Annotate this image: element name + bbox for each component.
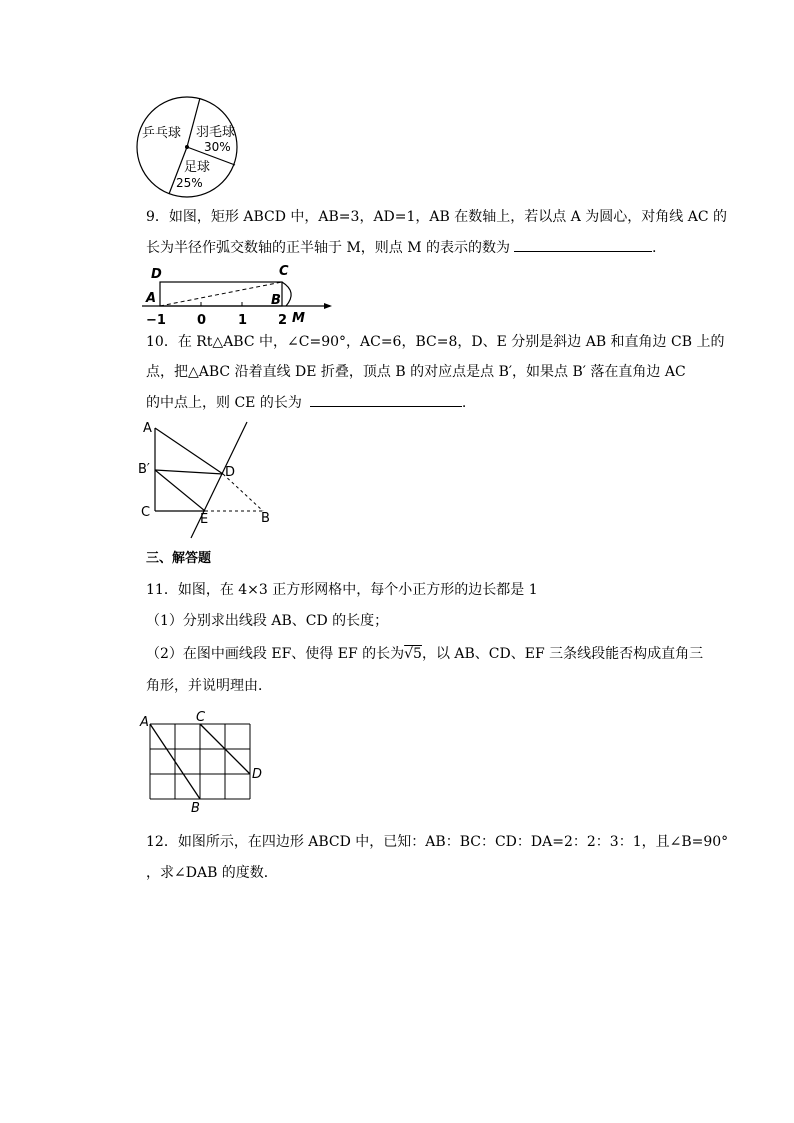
tick-label-0: 0 <box>197 313 207 328</box>
q11-line-2: （1）分别求出线段 AB、CD 的长度； <box>146 613 389 629</box>
q12-line-2: ，求∠DAB 的度数． <box>146 865 278 881</box>
q11-line-4: 角形，并说明理由． <box>146 678 272 694</box>
label-c: C <box>141 505 151 520</box>
pie-label-badminton-pct: 30% <box>204 140 231 154</box>
tick-label-1: 1 <box>238 313 248 328</box>
q9-line-2-text: 长为半径作弧交数轴的正半轴于 M，则点 M 的表示的数为 <box>146 240 511 256</box>
pie-label-football: 足球 <box>184 160 211 175</box>
pie-label-pingpong: 乒乓球 <box>142 126 182 141</box>
side-ad <box>155 428 223 474</box>
grid-lines <box>150 724 250 799</box>
q9-figure <box>140 262 340 328</box>
q9-answer-blank <box>514 239 652 252</box>
q11-grid-figure <box>140 710 270 816</box>
q11-line-3a: （2）在图中画线段 EF、使得 EF 的长为 <box>146 646 405 662</box>
arc-cm <box>282 282 291 306</box>
tick-label-2: 2 <box>278 313 288 328</box>
label-d: D <box>151 267 162 282</box>
q10-line-3 <box>146 393 466 413</box>
q11-line-3 <box>146 644 703 664</box>
q12-line-1: 12．如图所示，在四边形 ABCD 中，已知：AB：BC：CD：DA=2：2：3：1，且∠B=90° <box>146 834 729 850</box>
q11-line-3b: ，以 AB、CD、EF 三条线段能否构成直角三 <box>421 646 704 662</box>
label-a: A <box>143 421 152 436</box>
q10-line-3-end: . <box>461 395 467 411</box>
label-c: C <box>196 710 206 725</box>
pie-figure <box>134 95 244 200</box>
label-d: D <box>252 767 263 782</box>
label-b: B <box>271 293 281 308</box>
label-c: C <box>279 264 289 279</box>
q11-line-1: 11．如图，在 4×3 正方形网格中，每个小正方形的边长都是 1 <box>146 582 538 598</box>
q9-line-2 <box>146 238 656 258</box>
q9-line-1: 9．如图，矩形 ABCD 中，AB=3，AD=1，AB 在数轴上，若以点 A 为圆心，对角线 AC 的 <box>146 209 727 225</box>
q10-line-3-text: 的中点上，则 CE 的长为 <box>146 395 302 411</box>
label-e: E <box>200 512 209 527</box>
q9-line-2-end: . <box>652 240 657 256</box>
pie-label-badminton: 羽毛球 <box>196 125 236 140</box>
segment-bp-e <box>155 470 205 511</box>
number-line-arrow <box>324 303 332 309</box>
diagonal-ac <box>160 282 282 306</box>
q10-answer-blank <box>310 394 462 407</box>
label-b: B <box>191 801 200 816</box>
label-a: A <box>140 715 149 730</box>
tick-label-neg1: −1 <box>146 313 166 328</box>
segment-bp-d <box>155 470 223 474</box>
label-m: M <box>292 311 305 326</box>
label-b-prime: B′ <box>138 462 150 477</box>
label-a: A <box>146 291 157 306</box>
q10-line-2: 点，把△ABC 沿着直线 DE 折叠，顶点 B 的对应点是点 B′，如果点 B′ 落在直角边 AC <box>146 364 686 380</box>
section-heading: 三、解答题 <box>146 551 212 566</box>
sqrt-five: √5 <box>404 646 422 662</box>
q10-line-1: 10．在 Rt△ABC 中，∠C=90°，AC=6，BC=8，D、E 分别是斜边 AB 和直角边 CB 上的 <box>146 334 725 350</box>
label-b: B <box>261 511 270 526</box>
pie-center <box>185 145 189 149</box>
pie-label-football-pct: 25% <box>176 176 203 190</box>
q10-figure <box>135 418 285 543</box>
label-d: D <box>225 465 236 480</box>
